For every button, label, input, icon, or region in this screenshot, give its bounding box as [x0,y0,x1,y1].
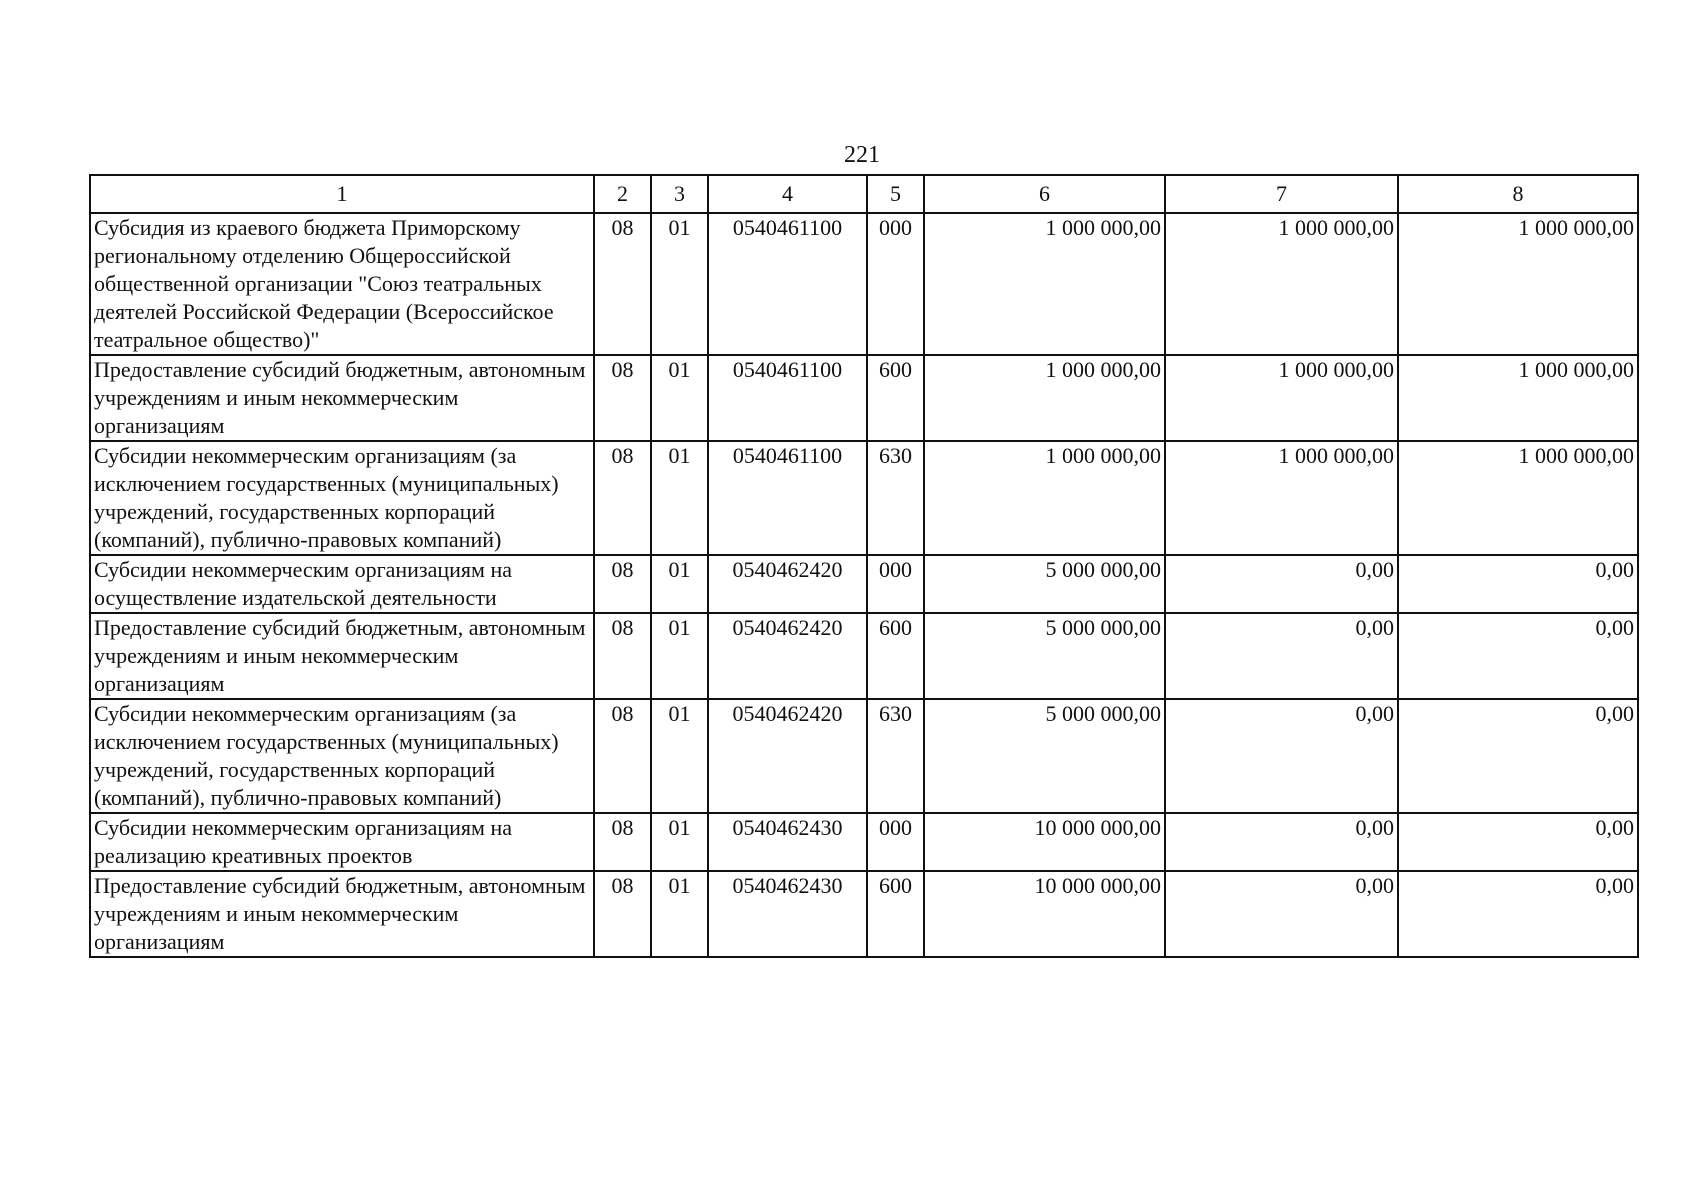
column-header-3: 3 [651,175,708,213]
amount-col6-cell: 5 000 000,00 [924,699,1165,813]
amount-col8-cell: 0,00 [1398,613,1638,699]
amount-col8-cell: 0,00 [1398,699,1638,813]
expense-name-cell: Субсидии некоммерческим организациям (за исключением государственных (муниципальных) учреждений, государственных корпораций (компаний), публично-правовых компаний) [90,441,594,555]
amount-col7-cell: 0,00 [1165,871,1398,957]
expense-type-cell: 630 [867,699,924,813]
table-row [90,441,1638,555]
amount-col7-cell: 0,00 [1165,613,1398,699]
amount-col7-cell: 1 000 000,00 [1165,441,1398,555]
expense-type-cell: 630 [867,441,924,555]
target-article-cell: 0540461100 [708,355,867,441]
target-article-cell: 0540462430 [708,871,867,957]
target-article-cell: 0540462420 [708,555,867,613]
expense-type-cell: 000 [867,813,924,871]
column-header-6: 6 [924,175,1165,213]
amount-col6-cell: 10 000 000,00 [924,871,1165,957]
subsection-code-cell: 01 [651,613,708,699]
section-code-cell: 08 [594,213,651,355]
column-header-5: 5 [867,175,924,213]
amount-col7-cell: 0,00 [1165,699,1398,813]
expense-name-cell: Субсидии некоммерческим организациям на реализацию креативных проектов [90,813,594,871]
expense-name-cell: Субсидии некоммерческим организациям на осуществление издательской деятельности [90,555,594,613]
amount-col8-cell: 0,00 [1398,813,1638,871]
subsection-code-cell: 01 [651,699,708,813]
expense-name-cell: Субсидии некоммерческим организациям (за исключением государственных (муниципальных) учреждений, государственных корпораций (компаний), публично-правовых компаний) [90,699,594,813]
target-article-cell: 0540462430 [708,813,867,871]
column-header-1: 1 [90,175,594,213]
section-code-cell: 08 [594,555,651,613]
column-header-2: 2 [594,175,651,213]
amount-col8-cell: 1 000 000,00 [1398,355,1638,441]
table-row [90,213,1638,355]
expense-type-cell: 600 [867,871,924,957]
expense-type-cell: 600 [867,613,924,699]
section-code-cell: 08 [594,355,651,441]
section-code-cell: 08 [594,871,651,957]
target-article-cell: 0540462420 [708,699,867,813]
amount-col7-cell: 1 000 000,00 [1165,355,1398,441]
amount-col8-cell: 1 000 000,00 [1398,213,1638,355]
amount-col7-cell: 0,00 [1165,813,1398,871]
amount-col6-cell: 10 000 000,00 [924,813,1165,871]
target-article-cell: 0540461100 [708,441,867,555]
target-article-cell: 0540462420 [708,613,867,699]
amount-col8-cell: 0,00 [1398,555,1638,613]
amount-col6-cell: 1 000 000,00 [924,355,1165,441]
subsection-code-cell: 01 [651,555,708,613]
table-row [90,813,1638,871]
column-header-7: 7 [1165,175,1398,213]
subsection-code-cell: 01 [651,213,708,355]
expense-name-cell: Предоставление субсидий бюджетным, автономным учреждениям и иным некоммерческим организациям [90,871,594,957]
section-code-cell: 08 [594,699,651,813]
table-row [90,699,1638,813]
header-row [90,175,1638,213]
target-article-cell: 0540461100 [708,213,867,355]
amount-col6-cell: 1 000 000,00 [924,213,1165,355]
section-code-cell: 08 [594,813,651,871]
table-row [90,355,1638,441]
subsection-code-cell: 01 [651,813,708,871]
section-code-cell: 08 [594,441,651,555]
table-row [90,555,1638,613]
amount-col8-cell: 0,00 [1398,871,1638,957]
expense-type-cell: 000 [867,555,924,613]
subsection-code-cell: 01 [651,871,708,957]
expense-type-cell: 000 [867,213,924,355]
amount-col6-cell: 5 000 000,00 [924,555,1165,613]
expense-name-cell: Предоставление субсидий бюджетным, автономным учреждениям и иным некоммерческим организациям [90,613,594,699]
amount-col8-cell: 1 000 000,00 [1398,441,1638,555]
subsection-code-cell: 01 [651,355,708,441]
table-row [90,871,1638,957]
budget-table [89,174,1639,958]
amount-col6-cell: 5 000 000,00 [924,613,1165,699]
expense-name-cell: Предоставление субсидий бюджетным, автономным учреждениям и иным некоммерческим организациям [90,355,594,441]
page-number: 221 [844,142,880,168]
expense-name-cell: Субсидия из краевого бюджета Приморскому региональному отделению Общероссийской общественной организации "Союз театральных деятелей Российской Федерации (Всероссийское театральное общество)" [90,213,594,355]
column-header-8: 8 [1398,175,1638,213]
amount-col7-cell: 0,00 [1165,555,1398,613]
subsection-code-cell: 01 [651,441,708,555]
amount-col7-cell: 1 000 000,00 [1165,213,1398,355]
expense-type-cell: 600 [867,355,924,441]
section-code-cell: 08 [594,613,651,699]
column-header-4: 4 [708,175,867,213]
amount-col6-cell: 1 000 000,00 [924,441,1165,555]
table-row [90,613,1638,699]
